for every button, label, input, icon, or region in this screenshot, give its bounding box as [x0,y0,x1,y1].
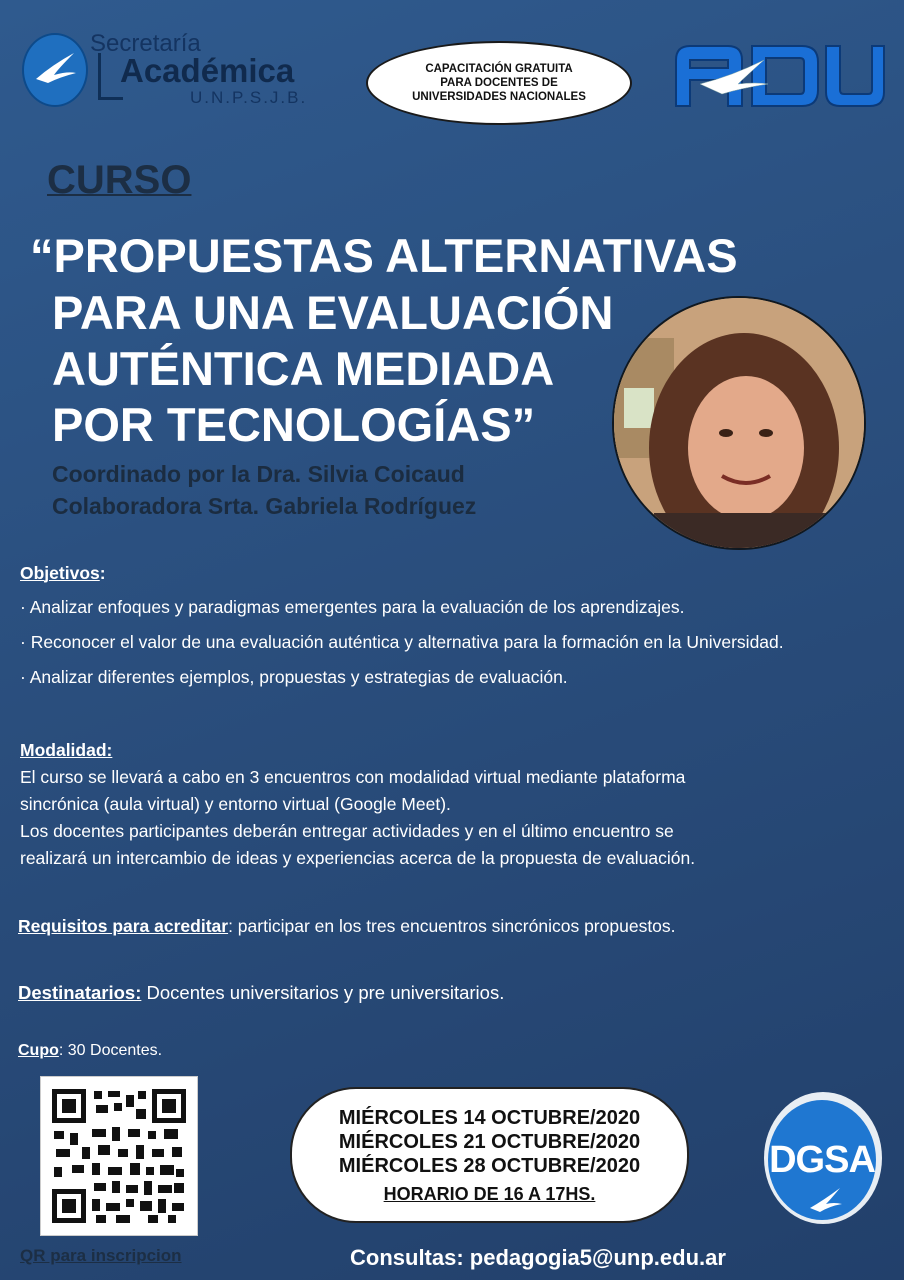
course-title-line-4: POR TECNOLOGÍAS” [52,398,536,451]
requirements [18,916,676,937]
adu-logo-graphic [672,40,886,110]
course-title-line-3: AUTÉNTICA MEDIADA [52,342,555,395]
free-training-badge [366,41,632,125]
objectives-heading [20,563,106,584]
person-photo [612,296,866,550]
secretaria-line2: Académica [120,52,295,89]
audience-text: Docentes universitarios y pre universitarios. [141,982,505,1003]
quota-text: : 30 Docentes. [58,1042,163,1059]
badge-line1: CAPACITACIÓN GRATUITA [425,63,573,75]
contact-email[interactable]: Consultas: pedagogia5@unp.edu.ar [350,1245,726,1270]
collaborator: Colaboradora Srta. Gabriela Rodríguez [52,493,477,519]
audience-label: Destinatarios: [18,982,142,1003]
secretaria-line1: Secretaría [90,30,201,57]
objectives-heading-colon: : [99,563,106,583]
schedule-date: MIÉRCOLES 14 OCTUBRE/2020 [338,1107,641,1129]
objective-item: · Analizar enfoques y paradigmas emergentes para la evaluación de los aprendizajes. [20,597,685,617]
objectives-heading-label: Objetivos [20,563,100,583]
badge-line3: UNIVERSIDADES NACIONALES [412,91,586,103]
adu-logo-text [886,40,887,41]
adu-logo [672,40,886,110]
modality-line: Los docentes participantes deberán entregar actividades y en el último encuentro se [20,821,674,841]
qr-label[interactable]: QR para inscripcion [20,1246,182,1265]
dgsa-logo [768,1100,876,1220]
objective-item: · Reconocer el valor de una evaluación auténtica y alternativa para la formación en la Universidad. [20,632,784,652]
modality-line: sincrónica (aula virtual) y entorno virtual (Google Meet). [20,794,451,814]
schedule-box [290,1087,689,1223]
badge-line2: PARA DOCENTES DE [440,77,558,89]
coordinator: Coordinado por la Dra. Silvia Coicaud [52,461,465,487]
modality-line: realizará un intercambio de ideas y experiencias acerca de la propuesta de evaluación. [20,848,696,868]
schedule-date: MIÉRCOLES 28 OCTUBRE/2020 [338,1155,641,1177]
course-title-line-1: “PROPUESTAS ALTERNATIVAS [30,229,738,282]
quota-label: Cupo [18,1042,59,1059]
modality-heading [20,740,112,761]
requirements-text: : participar en los tres encuentros sincrónicos propuestos. [228,916,676,936]
secretaria-line3: U.N.P.S.J.B. [190,88,308,107]
audience [18,982,504,1004]
requirements-label: Requisitos para acreditar [18,916,229,936]
modality-heading-label: Modalidad: [20,740,113,760]
dgsa-seagull-icon [806,1184,846,1214]
schedule-hours: HORARIO DE 16 A 17HS. [383,1184,596,1204]
schedule-date: MIÉRCOLES 21 OCTUBRE/2020 [338,1131,641,1153]
course-label: CURSO [47,158,192,202]
quota [18,1042,162,1060]
secretaria-logo-seagull-icon [22,33,88,107]
dgsa-logo-text: DGSA [769,1138,875,1181]
course-title-line-2: PARA UNA EVALUACIÓN [52,286,614,339]
objective-item: · Analizar diferentes ejemplos, propuestas y estrategias de evaluación. [20,667,568,687]
modality-line: El curso se llevará a cabo en 3 encuentros con modalidad virtual mediante plataforma [20,767,686,787]
qr-code-icon[interactable] [40,1076,198,1236]
